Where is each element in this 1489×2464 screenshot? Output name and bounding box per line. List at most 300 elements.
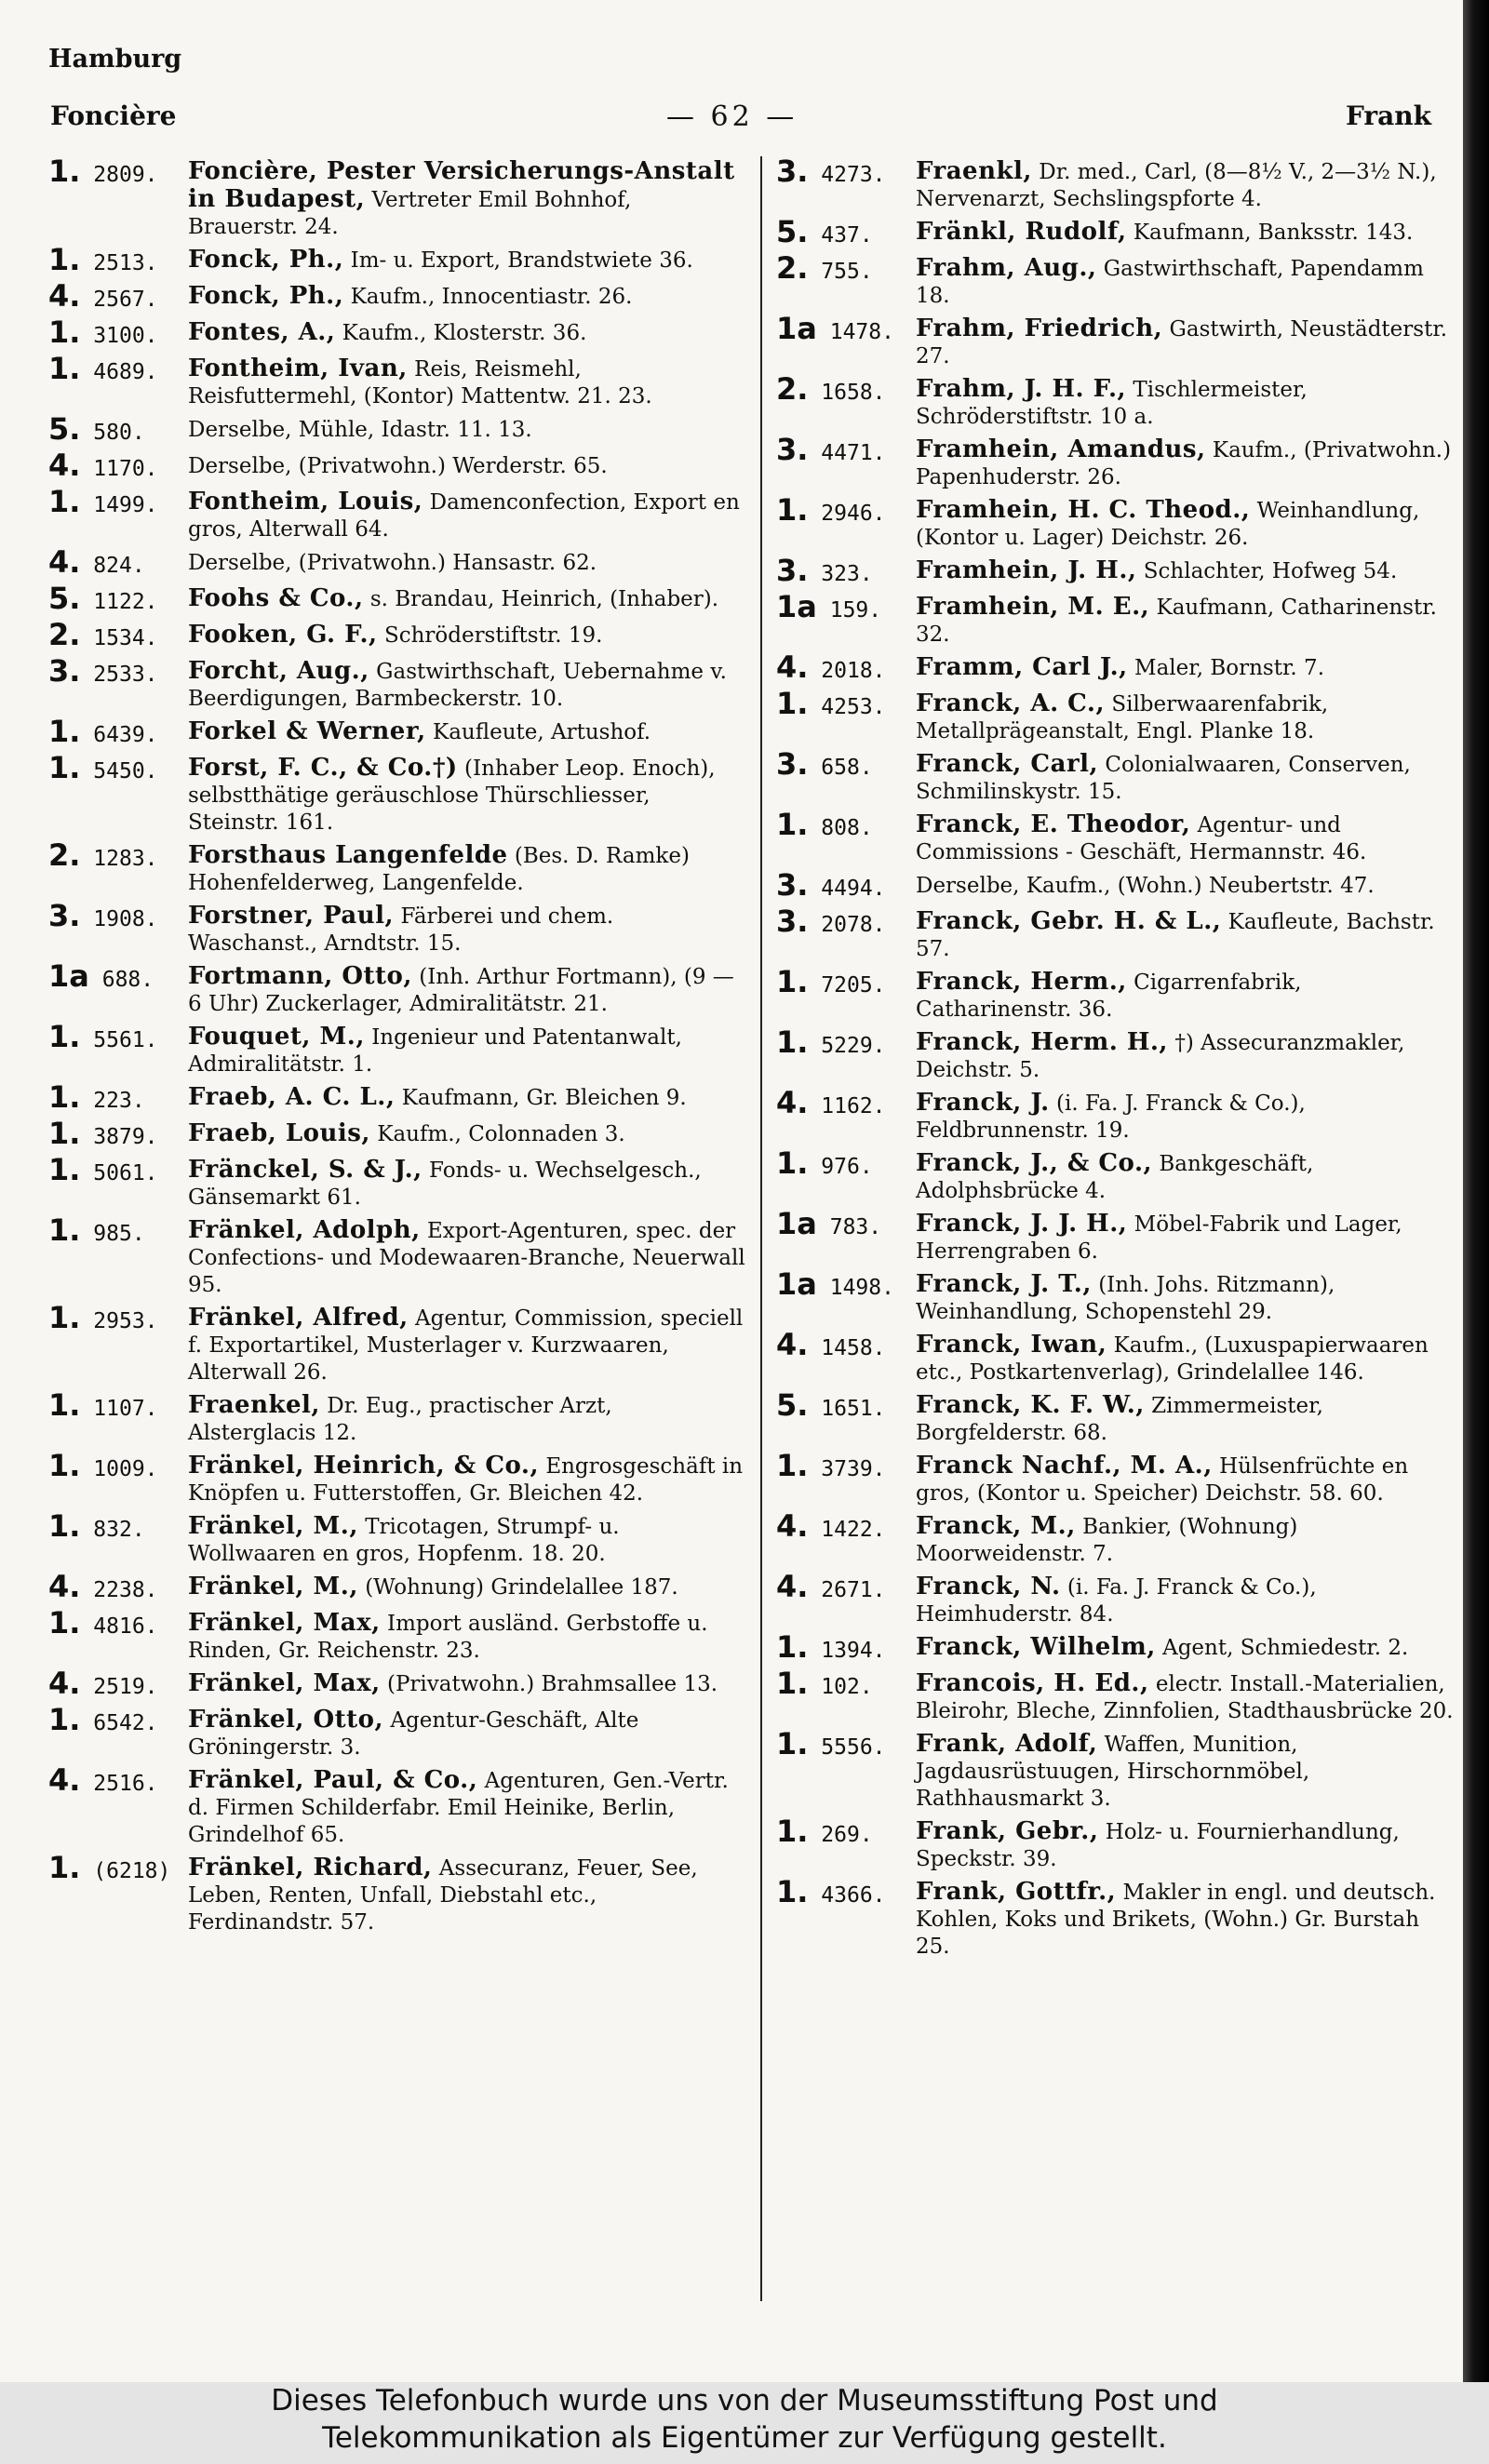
header-left-word: Foncière — [50, 100, 177, 131]
exchange-prefix: 1. — [48, 154, 81, 189]
directory-entry — [776, 1266, 1455, 1326]
entry-text — [188, 842, 746, 897]
phone-number — [48, 1666, 188, 1701]
entry-name: Fränkel, Alfred, — [188, 1304, 409, 1332]
phone-digits: 1458. — [821, 1336, 886, 1360]
phone-digits: 4253. — [821, 695, 886, 719]
exchange-prefix: 3. — [776, 432, 809, 467]
entry-text — [916, 1731, 1455, 1813]
phone-digits: 1908. — [93, 907, 158, 931]
phone-digits: 4689. — [93, 360, 158, 384]
phone-digits: 3879. — [93, 1125, 158, 1149]
exchange-prefix: 1. — [776, 1874, 809, 1909]
phone-number — [48, 1569, 188, 1604]
phone-digits: 4471. — [821, 441, 886, 465]
entry-details: Möbel-Fabrik und Lager, Herrengraben 6. — [916, 1212, 1402, 1264]
entry-details: Dr. med., Carl, (8—8½ V., 2—3½ N.), Nervenarzt, Sechslingspforte 4. — [916, 160, 1437, 211]
entry-text — [916, 376, 1455, 431]
phone-number — [48, 484, 188, 519]
entry-text — [916, 497, 1455, 552]
phone-number — [48, 315, 188, 350]
phone-number — [48, 448, 188, 483]
entry-text — [188, 622, 746, 649]
entry-details: Assecuranz, Feuer, See, Leben, Renten, Unfall, Diebstahl etc., Ferdinandstr. 57. — [188, 1856, 698, 1935]
directory-entry — [48, 1605, 746, 1665]
phone-number — [48, 1508, 188, 1544]
entry-text — [916, 1332, 1455, 1386]
entry-text — [188, 247, 746, 275]
phone-digits: 3739. — [821, 1457, 886, 1481]
directory-entry — [48, 154, 746, 241]
entry-text — [188, 1217, 746, 1299]
entry-name: Forcht, Aug., — [188, 657, 369, 685]
directory-entry — [48, 1448, 746, 1507]
phone-digits: 2567. — [93, 288, 158, 312]
phone-number — [48, 714, 188, 749]
entry-name: Fouquet, M., — [188, 1023, 365, 1051]
phone-number — [48, 351, 188, 386]
entry-details: Damenconfection, Export en gros, Alterwall 64. — [188, 490, 740, 542]
entry-name: Fraenkl, — [916, 157, 1032, 185]
phone-digits: 2953. — [93, 1309, 158, 1333]
phone-digits: 580. — [93, 421, 145, 445]
directory-entry — [48, 544, 746, 580]
exchange-prefix: 1. — [48, 1508, 81, 1544]
entry-text — [188, 489, 746, 543]
footer-line-2: Telekommunikation als Eigentümer zur Verfügung gestellt. — [322, 2421, 1167, 2455]
exchange-prefix: 5. — [48, 581, 81, 616]
directory-entry — [48, 1300, 746, 1386]
phone-digits: 6542. — [93, 1711, 158, 1735]
phone-digits: 808. — [821, 816, 873, 840]
entry-text — [188, 319, 746, 347]
entry-text — [188, 963, 746, 1018]
entry-name: Franck, K. F. W., — [916, 1391, 1145, 1419]
phone-digits: 2238. — [93, 1578, 158, 1602]
phone-number — [776, 553, 916, 588]
entry-name: Francois, H. Ed., — [916, 1669, 1149, 1697]
exchange-prefix: 4. — [776, 1327, 809, 1362]
exchange-prefix: 3. — [48, 653, 81, 689]
phone-number — [48, 1448, 188, 1483]
entry-text — [188, 1024, 746, 1078]
entry-name: Fränkel, M., — [188, 1573, 358, 1600]
entry-name: Franck, J., & Co., — [916, 1149, 1153, 1177]
phone-digits: 2516. — [93, 1772, 158, 1796]
directory-entry — [776, 492, 1455, 552]
directory-entry — [48, 1212, 746, 1299]
phone-number — [776, 1874, 916, 1909]
entry-name: Franck, Herm., — [916, 968, 1127, 996]
exchange-prefix: 1a — [776, 589, 817, 624]
entry-details: (Inh. Johs. Ritzmann), Weinhandlung, Schopenstehl 29. — [916, 1273, 1335, 1324]
entry-details: Agentur-Geschäft, Alte Gröningerstr. 3. — [188, 1708, 639, 1760]
phone-digits: 2533. — [93, 663, 158, 687]
entry-text — [188, 755, 746, 837]
directory-entry — [776, 553, 1455, 588]
exchange-prefix: 1. — [48, 1212, 81, 1248]
entry-text — [916, 872, 1455, 900]
phone-number — [776, 686, 916, 721]
entry-name: Foncière, Pester Versicherungs-Anstalt in Budapest, — [188, 157, 735, 213]
page-edge-shadow — [1463, 0, 1489, 2382]
phone-number — [48, 278, 188, 314]
phone-number — [48, 544, 188, 580]
exchange-prefix: 1. — [48, 1702, 81, 1737]
phone-digits: 5061. — [93, 1161, 158, 1185]
directory-entry — [776, 1874, 1455, 1961]
entry-text — [916, 811, 1455, 866]
entry-text — [916, 969, 1455, 1024]
entry-details: Ingenieur und Patentanwalt, Admiralitätstr. 1. — [188, 1025, 682, 1077]
entry-details: Zimmermeister, Borgfelderstr. 68. — [916, 1394, 1323, 1445]
exchange-prefix: 1. — [776, 1629, 809, 1665]
exchange-prefix: 1. — [48, 750, 81, 785]
exchange-prefix: 4. — [776, 1085, 809, 1120]
entry-text — [916, 557, 1455, 585]
left-column — [48, 154, 746, 1942]
entry-details: Makler in engl. und deutsch. Kohlen, Koks und Brikets, (Wohn.) Gr. Burstah 25. — [916, 1881, 1436, 1959]
entry-details: Dr. Eug., practischer Arzt, Alsterglacis 12. — [188, 1394, 612, 1445]
phone-digits: 1651. — [821, 1397, 886, 1421]
directory-entry — [776, 867, 1455, 903]
entry-details: Kaufmann, Banksstr. 143. — [1133, 221, 1414, 245]
entry-details: Derselbe, (Privatwohn.) Werderstr. 65. — [188, 454, 608, 478]
directory-entry — [48, 1850, 746, 1936]
directory-entry — [48, 1019, 746, 1078]
phone-number — [776, 1569, 916, 1604]
phone-digits: 688. — [101, 968, 154, 992]
entry-text — [188, 1392, 746, 1447]
directory-entry — [48, 1762, 746, 1849]
phone-number — [776, 649, 916, 685]
entry-details: Kaufm., Colonnaden 3. — [377, 1122, 625, 1146]
phone-digits: 2809. — [93, 163, 158, 187]
directory-entry — [48, 315, 746, 350]
entry-name: Franck, N. — [916, 1573, 1061, 1600]
entry-name: Franck, Herm. H., — [916, 1028, 1168, 1056]
phone-number — [48, 1212, 188, 1248]
phone-digits: 2946. — [821, 502, 886, 526]
directory-entry — [48, 958, 746, 1018]
entry-details: Bankier, (Wohnung) Moorweidenstr. 7. — [916, 1515, 1298, 1566]
entry-text — [188, 1305, 746, 1386]
exchange-prefix: 5. — [48, 411, 81, 447]
exchange-prefix: 1. — [48, 315, 81, 350]
phone-digits: 1394. — [821, 1639, 886, 1663]
entry-name: Franck Nachf., M. A., — [916, 1452, 1213, 1480]
exchange-prefix: 5. — [776, 1387, 809, 1423]
exchange-prefix: 4. — [48, 1569, 81, 1604]
exchange-prefix: 1. — [776, 1814, 809, 1849]
directory-entry — [48, 1569, 746, 1604]
exchange-prefix: 3. — [776, 746, 809, 782]
phone-number — [776, 746, 916, 782]
entry-details: Kaufm., Innocentiastr. 26. — [350, 285, 633, 309]
phone-number — [48, 837, 188, 873]
phone-digits: 159. — [829, 598, 882, 623]
exchange-prefix: 1. — [48, 1079, 81, 1115]
entry-name: Forst, F. C., & Co.†) — [188, 754, 458, 782]
phone-digits: 4366. — [821, 1883, 886, 1908]
entry-text — [188, 1670, 746, 1698]
entry-name: Framhein, Amandus, — [916, 435, 1206, 463]
entry-name: Framm, Carl J., — [916, 653, 1128, 681]
entry-name: Fraenkel, — [188, 1391, 320, 1419]
exchange-prefix: 1. — [776, 686, 809, 721]
entry-name: Fontheim, Louis, — [188, 488, 423, 516]
entry-text — [188, 549, 746, 577]
directory-entry — [776, 1085, 1455, 1145]
directory-entry — [776, 964, 1455, 1024]
entry-name: Forstner, Paul, — [188, 902, 395, 930]
entry-text — [188, 1084, 746, 1112]
directory-entry — [48, 278, 746, 314]
phone-number — [776, 250, 916, 286]
exchange-prefix: 1. — [776, 1024, 809, 1060]
entry-name: Fraeb, Louis, — [188, 1119, 370, 1147]
entry-text — [188, 1855, 746, 1936]
exchange-prefix: 1. — [48, 1300, 81, 1335]
entry-text — [916, 255, 1455, 310]
entry-name: Frank, Gebr., — [916, 1817, 1099, 1845]
phone-digits: (6218) — [93, 1859, 171, 1883]
exchange-prefix: 1. — [48, 1152, 81, 1187]
directory-entry — [48, 750, 746, 837]
entry-name: Franck, Carl, — [916, 750, 1099, 778]
entry-name: Frahm, Aug., — [916, 254, 1097, 282]
entry-name: Fränkl, Rudolf, — [916, 218, 1127, 246]
directory-entry — [776, 250, 1455, 310]
column-divider — [760, 156, 762, 2301]
entry-text — [916, 1392, 1455, 1447]
entry-name: Framhein, J. H., — [916, 556, 1137, 584]
entry-details: (Inhaber Leop. Enoch), selbstthätige geräuschlose Thürschliesser, Steinstr. 161. — [188, 757, 716, 835]
phone-digits: 3100. — [93, 324, 158, 348]
entry-details: Kaufm., (Privatwohn.) Papenhuderstr. 26. — [916, 438, 1452, 489]
directory-entry — [48, 448, 746, 483]
exchange-prefix: 2. — [776, 250, 809, 286]
phone-digits: 269. — [821, 1823, 873, 1847]
entry-details: Bankgeschäft, Adolphsbrücke 4. — [916, 1152, 1314, 1203]
exchange-prefix: 1a — [776, 1266, 817, 1302]
entry-details: Kaufm., Klosterstr. 36. — [342, 321, 587, 345]
phone-number — [48, 1702, 188, 1737]
entry-text — [916, 1879, 1455, 1961]
phone-number — [48, 1605, 188, 1640]
phone-number — [48, 1079, 188, 1115]
directory-entry — [48, 1079, 746, 1115]
entry-text — [916, 654, 1455, 682]
entry-details: Hülsenfrüchte en gros, (Kontor u. Speicher) Deichstr. 58. 60. — [916, 1454, 1409, 1506]
exchange-prefix: 1a — [776, 311, 817, 346]
phone-number — [48, 1850, 188, 1885]
entry-details: Colonialwaaren, Conserven, Schmilinskystr. 15. — [916, 753, 1411, 804]
entry-text — [916, 1573, 1455, 1628]
entry-name: Frank, Adolf, — [916, 1730, 1098, 1758]
phone-number — [48, 1152, 188, 1187]
phone-number — [48, 617, 188, 652]
entry-details: Cigarrenfabrik, Catharinenstr. 36. — [916, 971, 1302, 1022]
entry-text — [188, 283, 746, 311]
directory-entry — [48, 898, 746, 957]
entry-name: Fontheim, Ivan, — [188, 355, 408, 382]
phone-number — [776, 1726, 916, 1761]
phone-number — [776, 1266, 916, 1302]
entry-details: Derselbe, Mühle, Idastr. 11. 13. — [188, 418, 532, 442]
phone-number — [776, 1666, 916, 1701]
phone-digits: 1122. — [93, 590, 158, 614]
entry-name: Franck, J. T., — [916, 1270, 1092, 1298]
phone-digits: 824. — [93, 554, 145, 578]
phone-number — [776, 371, 916, 407]
phone-number — [48, 1116, 188, 1151]
directory-entry — [776, 1387, 1455, 1447]
entry-details: Kaufleute, Bachstr. 57. — [916, 910, 1435, 961]
phone-number — [776, 214, 916, 249]
phone-number — [48, 958, 188, 994]
entry-details: Import ausländ. Gerbstoffe u. Rinden, Gr. Reichenstr. 23. — [188, 1612, 708, 1663]
directory-entry — [48, 1152, 746, 1212]
phone-number — [776, 1508, 916, 1544]
entry-text — [188, 1610, 746, 1665]
phone-digits: 4273. — [821, 163, 886, 187]
entry-text — [188, 718, 746, 746]
phone-number — [776, 904, 916, 939]
directory-entry — [48, 242, 746, 277]
phone-number — [776, 1206, 916, 1241]
phone-number — [48, 581, 188, 616]
entry-text — [916, 594, 1455, 649]
exchange-prefix: 1. — [776, 1145, 809, 1181]
header-city: Hamburg — [48, 45, 182, 74]
entry-details: Silberwaarenfabrik, Metallprägeanstalt, Engl. Planke 18. — [916, 692, 1329, 743]
entry-details: Fonds- u. Wechselgesch., Gänsemarkt 61. — [188, 1158, 702, 1210]
entry-name: Fooken, G. F., — [188, 621, 378, 649]
entry-name: Frahm, Friedrich, — [916, 315, 1163, 342]
directory-entry — [776, 371, 1455, 431]
exchange-prefix: 1. — [48, 1448, 81, 1483]
exchange-prefix: 1a — [776, 1206, 817, 1241]
exchange-prefix: 1. — [48, 1019, 81, 1054]
exchange-prefix: 5. — [776, 214, 809, 249]
entry-name: Fränkel, Adolph, — [188, 1216, 421, 1244]
directory-entry — [48, 653, 746, 713]
phone-number — [776, 1629, 916, 1665]
phone-number — [48, 411, 188, 447]
entry-name: Foohs & Co., — [188, 584, 364, 612]
entry-details: Kaufleute, Artushof. — [433, 720, 651, 744]
exchange-prefix: 1. — [776, 1666, 809, 1701]
entry-details: Tricotagen, Strumpf- u. Wollwaaren en gros, Hopfenm. 18. 20. — [188, 1515, 620, 1566]
phone-digits: 5556. — [821, 1735, 886, 1760]
exchange-prefix: 1a — [48, 958, 89, 994]
phone-number — [48, 154, 188, 189]
phone-digits: 223. — [93, 1089, 145, 1113]
directory-entry — [776, 1145, 1455, 1205]
directory-entry — [776, 904, 1455, 963]
exchange-prefix: 2. — [48, 617, 81, 652]
entry-details: Export-Agenturen, spec. der Confections- und Modewaaren-Branche, Neuerwall 95. — [188, 1219, 745, 1297]
entry-name: Fränkel, M., — [188, 1512, 358, 1540]
exchange-prefix: 4. — [48, 1666, 81, 1701]
exchange-prefix: 3. — [48, 898, 81, 933]
phone-number — [776, 867, 916, 903]
exchange-prefix: 4. — [776, 1508, 809, 1544]
entry-details: Gastwirthschaft, Uebernahme v. Beerdigungen, Barmbeckerstr. 10. — [188, 660, 727, 711]
entry-details: (Inh. Arthur Fortmann), (9 — 6 Uhr) Zuckerlager, Admiralitätstr. 21. — [188, 965, 734, 1016]
footer-line-1: Dieses Telefonbuch wurde uns von der Museumsstiftung Post und — [271, 2384, 1218, 2417]
entry-details: Agentur, Commission, speciell f. Exportartikel, Musterlager v. Kurzwaaren, Alterwall 26. — [188, 1306, 744, 1385]
directory-entry — [48, 617, 746, 652]
entry-name: Forkel & Werner, — [188, 717, 426, 745]
entry-text — [188, 585, 746, 613]
entry-details: Holz- u. Fournierhandlung, Speckstr. 39. — [916, 1820, 1400, 1871]
phone-digits: 755. — [821, 260, 873, 284]
exchange-prefix: 4. — [48, 1762, 81, 1798]
entry-name: Frank, Gottfr., — [916, 1878, 1117, 1906]
entry-text — [188, 355, 746, 410]
phone-digits: 1162. — [821, 1094, 886, 1118]
phone-digits: 437. — [821, 223, 873, 248]
phone-number — [776, 311, 916, 346]
directory-entry — [776, 1024, 1455, 1084]
exchange-prefix: 1. — [776, 1448, 809, 1483]
phone-digits: 2018. — [821, 659, 886, 683]
entry-name: Frahm, J. H. F., — [916, 375, 1127, 403]
right-column — [776, 154, 1455, 1966]
entry-name: Forsthaus Langenfelde — [188, 841, 508, 869]
entry-details: Schröderstiftstr. 19. — [383, 623, 603, 648]
entry-details: Kaufm., (Luxuspapierwaaren etc., Postkartenverlag), Grindelallee 146. — [916, 1333, 1429, 1385]
entry-text — [916, 1453, 1455, 1507]
directory-entry — [776, 807, 1455, 866]
entry-name: Franck, Iwan, — [916, 1331, 1107, 1359]
directory-entry — [776, 154, 1455, 213]
directory-entry — [776, 1508, 1455, 1568]
phone-number — [48, 1762, 188, 1798]
page-number: — 62 — — [666, 100, 798, 133]
entry-name: Fränkel, Paul, & Co., — [188, 1766, 478, 1794]
entry-name: Framhein, M. E., — [916, 593, 1150, 621]
exchange-prefix: 1. — [776, 964, 809, 999]
entry-name: Fränkel, Heinrich, & Co., — [188, 1452, 539, 1480]
exchange-prefix: 3. — [776, 553, 809, 588]
directory-entry — [48, 837, 746, 897]
phone-number — [48, 1019, 188, 1054]
entry-details: electr. Install.-Materialien, Bleirohr, Bleche, Zinnfolien, Stadthausbrücke 20. — [916, 1672, 1454, 1723]
directory-entry — [776, 589, 1455, 649]
entry-name: Franck, J. — [916, 1089, 1050, 1117]
entry-details: Reis, Reismehl, Reisfuttermehl, (Kontor) Mattentw. 21. 23. — [188, 357, 652, 408]
directory-entry — [776, 1569, 1455, 1628]
entry-text — [188, 1513, 746, 1568]
phone-number — [48, 653, 188, 689]
entry-name: Fränkel, Max, — [188, 1669, 381, 1697]
exchange-prefix: 1. — [48, 1387, 81, 1423]
directory-entry — [776, 1666, 1455, 1725]
phone-digits: 1107. — [93, 1397, 158, 1421]
phone-number — [48, 750, 188, 785]
directory-entry — [776, 1814, 1455, 1873]
entry-text — [188, 1767, 746, 1849]
entry-details: (i. Fa. J. Franck & Co.), Heimhuderstr. 84. — [916, 1575, 1317, 1627]
exchange-prefix: 1. — [48, 714, 81, 749]
directory-entry — [776, 214, 1455, 249]
directory-entry — [48, 714, 746, 749]
phone-digits: 1534. — [93, 626, 158, 650]
entry-name: Franck, J. J. H., — [916, 1210, 1128, 1238]
